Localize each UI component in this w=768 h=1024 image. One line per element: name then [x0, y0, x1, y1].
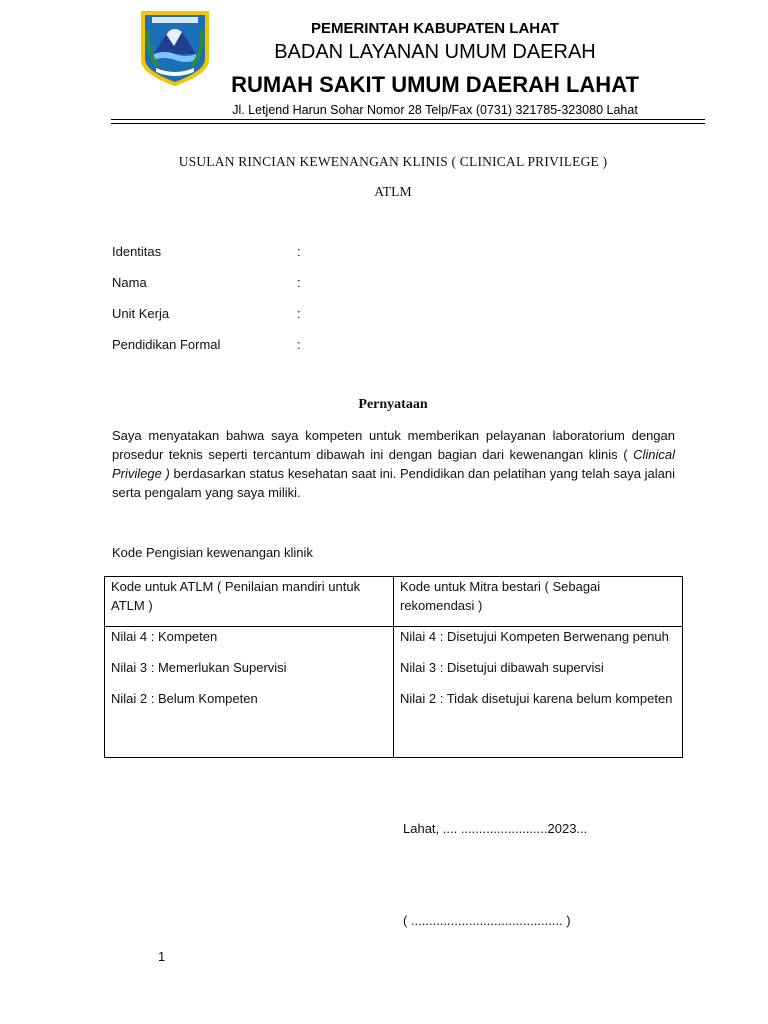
code-table — [104, 576, 683, 758]
field-label-unit-kerja: Unit Kerja — [112, 306, 170, 321]
field-label-nama: Nama — [112, 275, 147, 290]
table-row — [105, 577, 683, 627]
statement-text-b: berdasarkan status kesehatan saat ini. Pendidikan dan pelatihan yang telah saya jalani serta pengalam yang saya miliki. — [112, 466, 675, 500]
signature-date-line: Lahat, .... ........................2023... — [403, 821, 588, 836]
table-header-mitra: Kode untuk Mitra bestari ( Sebagai rekomendasi ) — [394, 577, 683, 627]
statement-text-a: Saya menyatakan bahwa saya kompeten untuk memberikan pelayanan laboratorium dengan prosedur teknis seperti tercantum dibawah ini dengan bagian dari kewenangan klinis ( — [112, 428, 675, 462]
header-government: PEMERINTAH KABUPATEN LAHAT — [310, 20, 560, 37]
header-rule-thin — [111, 123, 705, 124]
header-rule-thick — [111, 119, 705, 120]
signature-name-line: ( .......................................... ) — [403, 913, 571, 928]
header-address: Jl. Letjend Harun Sohar Nomor 28 Telp/Fax (0731) 321785-323080 Lahat — [232, 103, 638, 117]
code-item: Nilai 4 : Kompeten — [111, 629, 218, 644]
code-item: Nilai 4 : Disetujui Kompeten Berwenang penuh — [400, 629, 669, 644]
header-agency: BADAN LAYANAN UMUM DAERAH — [274, 41, 596, 63]
field-colon: : — [297, 306, 301, 321]
header-hospital: RUMAH SAKIT UMUM DAERAH LAHAT — [231, 72, 639, 97]
code-item: Nilai 2 : Belum Kompeten — [111, 691, 258, 706]
page-number: 1 — [158, 949, 166, 964]
table-cell-atlm-codes — [105, 627, 394, 758]
field-label-identitas: Identitas — [112, 244, 162, 259]
statement-paragraph — [112, 426, 675, 502]
field-colon: : — [297, 275, 301, 290]
document-subtitle: ATLM — [374, 184, 412, 199]
table-row — [105, 627, 683, 758]
statement-heading: Pernyataan — [358, 397, 428, 412]
document-title: USULAN RINCIAN KEWENANGAN KLINIS ( CLINICAL PRIVILEGE ) — [178, 154, 608, 169]
code-item: Nilai 3 : Disetujui dibawah supervisi — [400, 660, 604, 675]
field-colon: : — [297, 244, 301, 259]
code-table-caption: Kode Pengisian kewenangan klinik — [112, 545, 313, 560]
field-label-pendidikan: Pendidikan Formal — [112, 337, 221, 352]
table-header-atlm: Kode untuk ATLM ( Penilaian mandiri untuk ATLM ) — [105, 577, 394, 627]
field-colon: : — [297, 337, 301, 352]
code-item: Nilai 3 : Memerlukan Supervisi — [111, 660, 287, 675]
code-item: Nilai 2 : Tidak disetujui karena belum kompeten — [400, 691, 673, 706]
statement-text-italic: Clinical Privilege ) — [112, 447, 675, 481]
table-cell-mitra-codes — [394, 627, 683, 758]
